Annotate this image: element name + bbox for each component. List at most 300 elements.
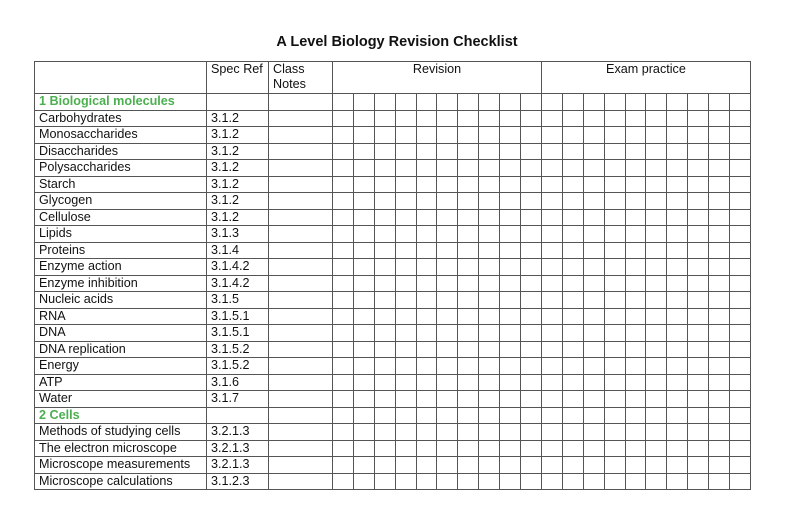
exam-practice-tick-box[interactable] <box>541 193 562 210</box>
revision-tick-box[interactable] <box>521 424 542 441</box>
exam-practice-tick-box[interactable] <box>541 341 562 358</box>
revision-tick-box[interactable] <box>437 457 458 474</box>
revision-tick-box[interactable] <box>374 259 395 276</box>
exam-practice-tick-box[interactable] <box>667 391 688 408</box>
revision-tick-box[interactable] <box>521 176 542 193</box>
revision-tick-box[interactable] <box>458 242 479 259</box>
revision-tick-box[interactable] <box>521 473 542 490</box>
revision-tick-box[interactable] <box>521 407 542 424</box>
revision-tick-box[interactable] <box>479 193 500 210</box>
revision-tick-box[interactable] <box>395 127 416 144</box>
revision-tick-box[interactable] <box>437 292 458 309</box>
exam-practice-tick-box[interactable] <box>562 110 583 127</box>
revision-tick-box[interactable] <box>353 193 374 210</box>
exam-practice-tick-box[interactable] <box>625 440 646 457</box>
exam-practice-tick-box[interactable] <box>646 440 667 457</box>
revision-tick-box[interactable] <box>500 457 521 474</box>
exam-practice-tick-box[interactable] <box>688 110 709 127</box>
exam-practice-tick-box[interactable] <box>709 226 730 243</box>
exam-practice-tick-box[interactable] <box>625 473 646 490</box>
revision-tick-box[interactable] <box>521 226 542 243</box>
exam-practice-tick-box[interactable] <box>667 341 688 358</box>
exam-practice-tick-box[interactable] <box>541 374 562 391</box>
exam-practice-tick-box[interactable] <box>730 374 751 391</box>
exam-practice-tick-box[interactable] <box>646 275 667 292</box>
exam-practice-tick-box[interactable] <box>541 94 562 111</box>
revision-tick-box[interactable] <box>333 242 354 259</box>
exam-practice-tick-box[interactable] <box>646 242 667 259</box>
revision-tick-box[interactable] <box>374 292 395 309</box>
revision-tick-box[interactable] <box>521 259 542 276</box>
revision-tick-box[interactable] <box>479 143 500 160</box>
exam-practice-tick-box[interactable] <box>562 341 583 358</box>
exam-practice-tick-box[interactable] <box>562 374 583 391</box>
exam-practice-tick-box[interactable] <box>625 341 646 358</box>
revision-tick-box[interactable] <box>500 193 521 210</box>
exam-practice-tick-box[interactable] <box>667 110 688 127</box>
revision-tick-box[interactable] <box>395 292 416 309</box>
revision-tick-box[interactable] <box>416 160 437 177</box>
revision-tick-box[interactable] <box>479 374 500 391</box>
revision-tick-box[interactable] <box>500 374 521 391</box>
exam-practice-tick-box[interactable] <box>541 259 562 276</box>
revision-tick-box[interactable] <box>374 193 395 210</box>
exam-practice-tick-box[interactable] <box>646 143 667 160</box>
revision-tick-box[interactable] <box>374 275 395 292</box>
revision-tick-box[interactable] <box>437 259 458 276</box>
revision-tick-box[interactable] <box>500 308 521 325</box>
revision-tick-box[interactable] <box>333 94 354 111</box>
revision-tick-box[interactable] <box>374 226 395 243</box>
revision-tick-box[interactable] <box>458 160 479 177</box>
class-notes-box[interactable] <box>269 440 333 457</box>
exam-practice-tick-box[interactable] <box>604 110 625 127</box>
revision-tick-box[interactable] <box>395 160 416 177</box>
revision-tick-box[interactable] <box>416 259 437 276</box>
class-notes-box[interactable] <box>269 143 333 160</box>
revision-tick-box[interactable] <box>500 325 521 342</box>
exam-practice-tick-box[interactable] <box>604 94 625 111</box>
exam-practice-tick-box[interactable] <box>583 407 604 424</box>
exam-practice-tick-box[interactable] <box>688 127 709 144</box>
exam-practice-tick-box[interactable] <box>541 143 562 160</box>
revision-tick-box[interactable] <box>479 308 500 325</box>
exam-practice-tick-box[interactable] <box>625 127 646 144</box>
revision-tick-box[interactable] <box>521 242 542 259</box>
revision-tick-box[interactable] <box>374 127 395 144</box>
exam-practice-tick-box[interactable] <box>625 193 646 210</box>
exam-practice-tick-box[interactable] <box>730 341 751 358</box>
class-notes-box[interactable] <box>269 94 333 111</box>
exam-practice-tick-box[interactable] <box>583 209 604 226</box>
revision-tick-box[interactable] <box>458 341 479 358</box>
exam-practice-tick-box[interactable] <box>583 473 604 490</box>
revision-tick-box[interactable] <box>458 424 479 441</box>
exam-practice-tick-box[interactable] <box>541 457 562 474</box>
revision-tick-box[interactable] <box>521 94 542 111</box>
revision-tick-box[interactable] <box>521 275 542 292</box>
revision-tick-box[interactable] <box>416 358 437 375</box>
revision-tick-box[interactable] <box>479 358 500 375</box>
revision-tick-box[interactable] <box>458 193 479 210</box>
revision-tick-box[interactable] <box>458 358 479 375</box>
class-notes-box[interactable] <box>269 391 333 408</box>
exam-practice-tick-box[interactable] <box>688 94 709 111</box>
exam-practice-tick-box[interactable] <box>688 407 709 424</box>
exam-practice-tick-box[interactable] <box>541 473 562 490</box>
exam-practice-tick-box[interactable] <box>709 424 730 441</box>
exam-practice-tick-box[interactable] <box>604 259 625 276</box>
exam-practice-tick-box[interactable] <box>709 94 730 111</box>
exam-practice-tick-box[interactable] <box>541 292 562 309</box>
exam-practice-tick-box[interactable] <box>562 391 583 408</box>
exam-practice-tick-box[interactable] <box>562 160 583 177</box>
revision-tick-box[interactable] <box>395 193 416 210</box>
exam-practice-tick-box[interactable] <box>667 424 688 441</box>
exam-practice-tick-box[interactable] <box>625 424 646 441</box>
revision-tick-box[interactable] <box>500 226 521 243</box>
revision-tick-box[interactable] <box>416 391 437 408</box>
revision-tick-box[interactable] <box>500 275 521 292</box>
exam-practice-tick-box[interactable] <box>646 424 667 441</box>
revision-tick-box[interactable] <box>437 308 458 325</box>
exam-practice-tick-box[interactable] <box>730 424 751 441</box>
exam-practice-tick-box[interactable] <box>604 358 625 375</box>
exam-practice-tick-box[interactable] <box>541 242 562 259</box>
exam-practice-tick-box[interactable] <box>667 209 688 226</box>
exam-practice-tick-box[interactable] <box>646 193 667 210</box>
revision-tick-box[interactable] <box>437 193 458 210</box>
exam-practice-tick-box[interactable] <box>625 160 646 177</box>
exam-practice-tick-box[interactable] <box>583 374 604 391</box>
revision-tick-box[interactable] <box>500 143 521 160</box>
exam-practice-tick-box[interactable] <box>730 160 751 177</box>
exam-practice-tick-box[interactable] <box>646 226 667 243</box>
revision-tick-box[interactable] <box>374 374 395 391</box>
revision-tick-box[interactable] <box>395 473 416 490</box>
revision-tick-box[interactable] <box>458 143 479 160</box>
class-notes-box[interactable] <box>269 259 333 276</box>
exam-practice-tick-box[interactable] <box>583 457 604 474</box>
revision-tick-box[interactable] <box>416 440 437 457</box>
revision-tick-box[interactable] <box>437 407 458 424</box>
exam-practice-tick-box[interactable] <box>688 292 709 309</box>
exam-practice-tick-box[interactable] <box>667 473 688 490</box>
exam-practice-tick-box[interactable] <box>583 94 604 111</box>
revision-tick-box[interactable] <box>458 226 479 243</box>
exam-practice-tick-box[interactable] <box>688 358 709 375</box>
exam-practice-tick-box[interactable] <box>604 275 625 292</box>
revision-tick-box[interactable] <box>416 341 437 358</box>
exam-practice-tick-box[interactable] <box>625 292 646 309</box>
revision-tick-box[interactable] <box>395 209 416 226</box>
exam-practice-tick-box[interactable] <box>667 440 688 457</box>
revision-tick-box[interactable] <box>353 407 374 424</box>
exam-practice-tick-box[interactable] <box>709 358 730 375</box>
revision-tick-box[interactable] <box>458 407 479 424</box>
exam-practice-tick-box[interactable] <box>541 424 562 441</box>
exam-practice-tick-box[interactable] <box>583 325 604 342</box>
exam-practice-tick-box[interactable] <box>730 473 751 490</box>
revision-tick-box[interactable] <box>479 176 500 193</box>
revision-tick-box[interactable] <box>500 259 521 276</box>
exam-practice-tick-box[interactable] <box>646 176 667 193</box>
exam-practice-tick-box[interactable] <box>604 341 625 358</box>
exam-practice-tick-box[interactable] <box>625 308 646 325</box>
revision-tick-box[interactable] <box>479 325 500 342</box>
revision-tick-box[interactable] <box>374 325 395 342</box>
exam-practice-tick-box[interactable] <box>562 473 583 490</box>
revision-tick-box[interactable] <box>333 440 354 457</box>
revision-tick-box[interactable] <box>479 275 500 292</box>
revision-tick-box[interactable] <box>353 226 374 243</box>
revision-tick-box[interactable] <box>500 407 521 424</box>
revision-tick-box[interactable] <box>437 176 458 193</box>
revision-tick-box[interactable] <box>437 110 458 127</box>
revision-tick-box[interactable] <box>500 341 521 358</box>
exam-practice-tick-box[interactable] <box>625 94 646 111</box>
class-notes-box[interactable] <box>269 325 333 342</box>
revision-tick-box[interactable] <box>479 209 500 226</box>
revision-tick-box[interactable] <box>479 292 500 309</box>
exam-practice-tick-box[interactable] <box>730 143 751 160</box>
revision-tick-box[interactable] <box>500 110 521 127</box>
exam-practice-tick-box[interactable] <box>709 110 730 127</box>
exam-practice-tick-box[interactable] <box>562 308 583 325</box>
revision-tick-box[interactable] <box>479 242 500 259</box>
exam-practice-tick-box[interactable] <box>730 325 751 342</box>
revision-tick-box[interactable] <box>374 308 395 325</box>
revision-tick-box[interactable] <box>333 209 354 226</box>
class-notes-box[interactable] <box>269 374 333 391</box>
revision-tick-box[interactable] <box>374 391 395 408</box>
revision-tick-box[interactable] <box>353 259 374 276</box>
exam-practice-tick-box[interactable] <box>541 209 562 226</box>
revision-tick-box[interactable] <box>353 473 374 490</box>
revision-tick-box[interactable] <box>374 143 395 160</box>
revision-tick-box[interactable] <box>416 473 437 490</box>
exam-practice-tick-box[interactable] <box>730 308 751 325</box>
revision-tick-box[interactable] <box>521 110 542 127</box>
exam-practice-tick-box[interactable] <box>583 341 604 358</box>
exam-practice-tick-box[interactable] <box>646 127 667 144</box>
exam-practice-tick-box[interactable] <box>625 407 646 424</box>
revision-tick-box[interactable] <box>416 308 437 325</box>
revision-tick-box[interactable] <box>479 110 500 127</box>
exam-practice-tick-box[interactable] <box>730 209 751 226</box>
revision-tick-box[interactable] <box>479 473 500 490</box>
exam-practice-tick-box[interactable] <box>730 94 751 111</box>
exam-practice-tick-box[interactable] <box>667 308 688 325</box>
revision-tick-box[interactable] <box>416 143 437 160</box>
exam-practice-tick-box[interactable] <box>730 440 751 457</box>
revision-tick-box[interactable] <box>479 391 500 408</box>
revision-tick-box[interactable] <box>458 94 479 111</box>
exam-practice-tick-box[interactable] <box>730 457 751 474</box>
exam-practice-tick-box[interactable] <box>646 308 667 325</box>
revision-tick-box[interactable] <box>395 358 416 375</box>
revision-tick-box[interactable] <box>353 391 374 408</box>
exam-practice-tick-box[interactable] <box>541 110 562 127</box>
exam-practice-tick-box[interactable] <box>562 259 583 276</box>
revision-tick-box[interactable] <box>333 424 354 441</box>
exam-practice-tick-box[interactable] <box>541 127 562 144</box>
exam-practice-tick-box[interactable] <box>604 391 625 408</box>
revision-tick-box[interactable] <box>458 308 479 325</box>
revision-tick-box[interactable] <box>458 473 479 490</box>
revision-tick-box[interactable] <box>521 143 542 160</box>
revision-tick-box[interactable] <box>353 308 374 325</box>
revision-tick-box[interactable] <box>479 440 500 457</box>
revision-tick-box[interactable] <box>395 94 416 111</box>
exam-practice-tick-box[interactable] <box>667 292 688 309</box>
revision-tick-box[interactable] <box>353 358 374 375</box>
exam-practice-tick-box[interactable] <box>625 275 646 292</box>
exam-practice-tick-box[interactable] <box>583 242 604 259</box>
exam-practice-tick-box[interactable] <box>688 391 709 408</box>
exam-practice-tick-box[interactable] <box>625 259 646 276</box>
class-notes-box[interactable] <box>269 176 333 193</box>
class-notes-box[interactable] <box>269 292 333 309</box>
revision-tick-box[interactable] <box>500 176 521 193</box>
exam-practice-tick-box[interactable] <box>562 358 583 375</box>
exam-practice-tick-box[interactable] <box>709 341 730 358</box>
class-notes-box[interactable] <box>269 127 333 144</box>
exam-practice-tick-box[interactable] <box>646 160 667 177</box>
revision-tick-box[interactable] <box>500 440 521 457</box>
exam-practice-tick-box[interactable] <box>730 110 751 127</box>
exam-practice-tick-box[interactable] <box>646 457 667 474</box>
exam-practice-tick-box[interactable] <box>667 457 688 474</box>
exam-practice-tick-box[interactable] <box>709 127 730 144</box>
revision-tick-box[interactable] <box>353 440 374 457</box>
revision-tick-box[interactable] <box>521 325 542 342</box>
exam-practice-tick-box[interactable] <box>625 242 646 259</box>
revision-tick-box[interactable] <box>416 275 437 292</box>
revision-tick-box[interactable] <box>500 292 521 309</box>
exam-practice-tick-box[interactable] <box>667 407 688 424</box>
exam-practice-tick-box[interactable] <box>688 176 709 193</box>
revision-tick-box[interactable] <box>479 127 500 144</box>
revision-tick-box[interactable] <box>479 226 500 243</box>
revision-tick-box[interactable] <box>333 308 354 325</box>
exam-practice-tick-box[interactable] <box>625 325 646 342</box>
revision-tick-box[interactable] <box>521 440 542 457</box>
exam-practice-tick-box[interactable] <box>667 275 688 292</box>
exam-practice-tick-box[interactable] <box>583 193 604 210</box>
revision-tick-box[interactable] <box>333 110 354 127</box>
class-notes-box[interactable] <box>269 473 333 490</box>
exam-practice-tick-box[interactable] <box>730 407 751 424</box>
class-notes-box[interactable] <box>269 160 333 177</box>
revision-tick-box[interactable] <box>437 143 458 160</box>
exam-practice-tick-box[interactable] <box>667 143 688 160</box>
revision-tick-box[interactable] <box>416 209 437 226</box>
revision-tick-box[interactable] <box>395 259 416 276</box>
revision-tick-box[interactable] <box>500 424 521 441</box>
revision-tick-box[interactable] <box>500 391 521 408</box>
revision-tick-box[interactable] <box>395 391 416 408</box>
exam-practice-tick-box[interactable] <box>709 457 730 474</box>
exam-practice-tick-box[interactable] <box>583 358 604 375</box>
revision-tick-box[interactable] <box>521 341 542 358</box>
exam-practice-tick-box[interactable] <box>604 473 625 490</box>
class-notes-box[interactable] <box>269 407 333 424</box>
revision-tick-box[interactable] <box>437 374 458 391</box>
revision-tick-box[interactable] <box>458 292 479 309</box>
exam-practice-tick-box[interactable] <box>709 325 730 342</box>
revision-tick-box[interactable] <box>458 325 479 342</box>
exam-practice-tick-box[interactable] <box>604 193 625 210</box>
revision-tick-box[interactable] <box>479 94 500 111</box>
revision-tick-box[interactable] <box>416 127 437 144</box>
revision-tick-box[interactable] <box>458 127 479 144</box>
exam-practice-tick-box[interactable] <box>667 242 688 259</box>
exam-practice-tick-box[interactable] <box>541 275 562 292</box>
revision-tick-box[interactable] <box>374 176 395 193</box>
exam-practice-tick-box[interactable] <box>625 226 646 243</box>
revision-tick-box[interactable] <box>374 160 395 177</box>
exam-practice-tick-box[interactable] <box>730 127 751 144</box>
exam-practice-tick-box[interactable] <box>604 374 625 391</box>
revision-tick-box[interactable] <box>500 209 521 226</box>
revision-tick-box[interactable] <box>437 94 458 111</box>
exam-practice-tick-box[interactable] <box>709 391 730 408</box>
revision-tick-box[interactable] <box>416 94 437 111</box>
revision-tick-box[interactable] <box>479 407 500 424</box>
exam-practice-tick-box[interactable] <box>604 143 625 160</box>
exam-practice-tick-box[interactable] <box>730 358 751 375</box>
revision-tick-box[interactable] <box>437 325 458 342</box>
exam-practice-tick-box[interactable] <box>562 127 583 144</box>
revision-tick-box[interactable] <box>500 358 521 375</box>
revision-tick-box[interactable] <box>458 440 479 457</box>
exam-practice-tick-box[interactable] <box>688 275 709 292</box>
exam-practice-tick-box[interactable] <box>688 440 709 457</box>
revision-tick-box[interactable] <box>437 424 458 441</box>
exam-practice-tick-box[interactable] <box>562 94 583 111</box>
revision-tick-box[interactable] <box>353 94 374 111</box>
exam-practice-tick-box[interactable] <box>730 242 751 259</box>
exam-practice-tick-box[interactable] <box>646 391 667 408</box>
revision-tick-box[interactable] <box>437 275 458 292</box>
revision-tick-box[interactable] <box>333 226 354 243</box>
exam-practice-tick-box[interactable] <box>604 325 625 342</box>
exam-practice-tick-box[interactable] <box>709 176 730 193</box>
revision-tick-box[interactable] <box>374 457 395 474</box>
revision-tick-box[interactable] <box>374 242 395 259</box>
revision-tick-box[interactable] <box>333 391 354 408</box>
revision-tick-box[interactable] <box>437 440 458 457</box>
revision-tick-box[interactable] <box>500 160 521 177</box>
exam-practice-tick-box[interactable] <box>688 341 709 358</box>
exam-practice-tick-box[interactable] <box>562 424 583 441</box>
revision-tick-box[interactable] <box>353 160 374 177</box>
exam-practice-tick-box[interactable] <box>709 473 730 490</box>
exam-practice-tick-box[interactable] <box>646 292 667 309</box>
revision-tick-box[interactable] <box>395 308 416 325</box>
revision-tick-box[interactable] <box>395 440 416 457</box>
exam-practice-tick-box[interactable] <box>646 473 667 490</box>
exam-practice-tick-box[interactable] <box>541 325 562 342</box>
revision-tick-box[interactable] <box>437 127 458 144</box>
exam-practice-tick-box[interactable] <box>541 160 562 177</box>
exam-practice-tick-box[interactable] <box>625 176 646 193</box>
exam-practice-tick-box[interactable] <box>625 457 646 474</box>
revision-tick-box[interactable] <box>395 176 416 193</box>
exam-practice-tick-box[interactable] <box>604 226 625 243</box>
revision-tick-box[interactable] <box>479 259 500 276</box>
